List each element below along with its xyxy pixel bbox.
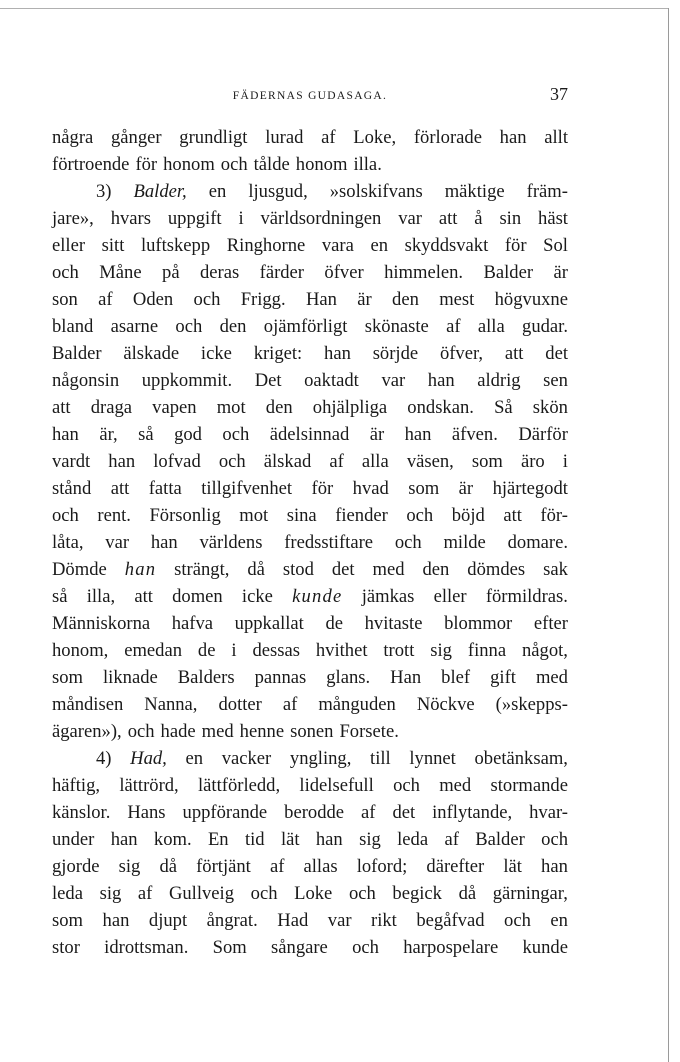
text-line: häftig, lättrörd, lättförledd, lidelsefull och med stormande xyxy=(52,775,568,796)
page-right-edge-line xyxy=(668,8,669,1062)
text-line: stor idrottsman. Som sångare och harpospelare kunde xyxy=(52,937,568,958)
text-line: 4) Had, en vacker yngling, till lynnet obetänksam, xyxy=(96,748,568,769)
body-text xyxy=(52,124,568,961)
text-line: att draga vapen mot den ohjälpliga ondskan. Så skön xyxy=(52,397,568,418)
text-line: han är, så god och ädelsinnad är han äfven. Därför xyxy=(52,424,568,445)
text-line: och Måne på deras färder öfver himmelen. Balder är xyxy=(52,262,568,283)
running-header xyxy=(52,86,568,106)
text-line: några gånger grundligt lurad af Loke, förlorade han allt xyxy=(52,127,568,148)
text-line: vardt han lofvad och älskad af alla väsen, som äro i xyxy=(52,451,568,472)
text-line: gjorde sig då förtjänt af allas loford; därefter lät han xyxy=(52,856,568,877)
text-line: stånd att fatta tillgifvenhet för hvad som är hjärtegodt xyxy=(52,478,568,499)
text-line: någonsin uppkommit. Det oaktadt var han aldrig sen xyxy=(52,370,568,391)
text-line: Dömde han strängt, då stod det med den dömdes sak xyxy=(52,559,568,580)
text-line: förtroende för honom och tålde honom illa. xyxy=(52,154,382,175)
text-line: känslor. Hans uppförande berodde af det inflytande, hvar- xyxy=(52,802,568,823)
text-line: som liknade Balders pannas glans. Han blef gift med xyxy=(52,667,568,688)
text-line: son af Oden och Frigg. Han är den mest högvuxne xyxy=(52,289,568,310)
text-line: Balder älskade icke kriget: han sörjde öfver, att det xyxy=(52,343,568,364)
text-line: så illa, att domen icke kunde jämkas eller förmildras. xyxy=(52,586,568,607)
text-line: bland asarne och den ojämförligt skönaste af alla gudar. xyxy=(52,316,568,337)
text-line: och rent. Försonlig mot sina fiender och böjd att för- xyxy=(52,505,568,526)
text-line: Människorna hafva uppkallat de hvitaste blommor efter xyxy=(52,613,568,634)
text-line: låta, var han världens fredsstiftare och milde domare. xyxy=(52,532,568,553)
text-line: 3) Balder, en ljusgud, »solskifvans mäktige främ- xyxy=(96,181,568,202)
text-line: måndisen Nanna, dotter af månguden Nöckve (»skepps- xyxy=(52,694,568,715)
page-top-edge-line xyxy=(0,8,668,9)
text-line: jare», hvars uppgift i världsordningen var att å sin häst xyxy=(52,208,568,229)
page-number: 37 xyxy=(550,84,568,104)
text-line: eller sitt luftskepp Ringhorne vara en skyddsvakt för Sol xyxy=(52,235,568,256)
text-line: under han kom. En tid lät han sig leda af Balder och xyxy=(52,829,568,850)
text-line: leda sig af Gullveig och Loke och begick då gärningar, xyxy=(52,883,568,904)
text-line: ägaren»), och hade med henne sonen Forsete. xyxy=(52,721,399,742)
running-title: FÄDERNAS GUDASAGA. xyxy=(232,90,388,102)
text-line: honom, emedan de i dessas hvithet trott sig finna något, xyxy=(52,640,568,661)
text-line: som han djupt ångrat. Had var rikt begåfvad och en xyxy=(52,910,568,931)
